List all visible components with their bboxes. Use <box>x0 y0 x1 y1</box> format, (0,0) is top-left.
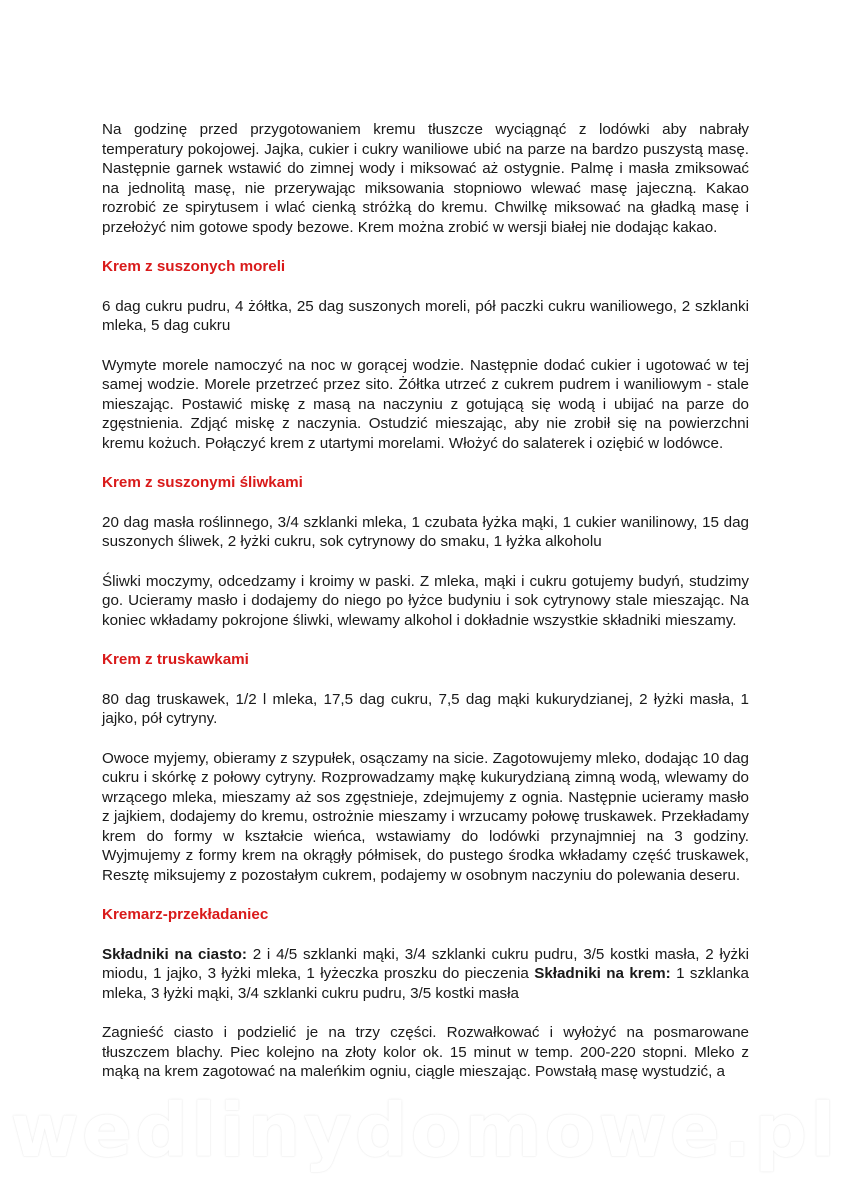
recipe-ingredients-strawberry: 80 dag truskawek, 1/2 l mleka, 17,5 dag cukru, 7,5 dag mąki kukurydzianej, 2 łyżki masła, 1 jajko, pół cytryny. <box>102 690 749 727</box>
recipe-method-apricot: Wymyte morele namoczyć na noc w gorącej wodzie. Następnie dodać cukier i ugotować w tej samej wodzie. Morele przetrzeć przez sito. Żółtka utrzeć z cukrem pudrem i waniliowym - stale mieszając. Postawić miskę z masą na naczyniu z gotującą się wodą i ubijać na parze do zgęstnienia. Zdjąć miskę z naczynia. Ostudzić mieszając, aby nie zrobił się na powierzchni kremu kożuch. Połączyć krem z utartymi morelami. Włożyć do salaterek i oziębić w lodówce. <box>102 356 749 452</box>
recipe-heading-strawberry: Krem z truskawkami <box>102 651 249 668</box>
recipe-method-kremarz: Zagnieść ciasto i podzielić je na trzy części. Rozwałkować i wyłożyć na posmarowane tłuszczem blachy. Piec kolejno na złoty kolor ok. 15 minut w temp. 200-220 stopni. Mleko z mąką na krem zagotować na maleńkim ogniu, ciągle mieszając. Powstałą masę wystudzić, a <box>102 1024 749 1080</box>
recipe-heading-kremarz: Kremarz-przekładaniec <box>102 906 269 923</box>
site-watermark: wedlinydomowe.pl <box>10 1088 839 1174</box>
recipe-ingredients-kremarz <box>102 945 749 1004</box>
cream-ingredients-text: 1 szklanka mleka, 3 łyżki mąki, 3/4 szklanki cukru pudru, 3/5 kostki masła <box>102 965 749 1002</box>
document-body <box>102 120 749 1102</box>
cream-ingredients-label: Składniki na krem: <box>534 965 671 982</box>
dough-ingredients-text: 2 i 4/5 szklanki mąki, 3/4 szklanki cukru pudru, 3/5 kostki masła, 2 łyżki miodu, 1 jajko, 3 łyżki mleka, 1 łyżeczka proszku do pieczenia <box>102 945 749 982</box>
recipe-method-strawberry: Owoce myjemy, obieramy z szypułek, osączamy na sicie. Zagotowujemy mleko, dodając 10 dag cukru i skórkę z połowy cytryny. Rozprowadzamy mąkę kukurydzianą zimną wodą, wlewamy do wrzącego mleka, mieszamy aż sos zgęstnieje, zdejmujemy z ognia. Następnie ucieramy masło z jajkiem, dodajemy do kremu, ostrożnie mieszamy i wrzucamy połowę truskawek. Przekładamy krem do formy w kształcie wieńca, wstawiamy do lodówki przynajmniej na 3 godziny. Wyjmujemy z formy krem na okrągły półmisek, do pustego środka wkładamy część truskawek, Resztę miksujemy z pozostałym cukrem, podajemy w osobnym naczyniu do polewania deseru. <box>102 749 749 884</box>
intro-paragraph: Na godzinę przed przygotowaniem kremu tłuszcze wyciągnąć z lodówki aby nabrały temperatury pokojowej. Jajka, cukier i cukry waniliowe ubić na parze na bardzo puszystą masę. Następnie garnek wstawić do zimnej wody i miksować aż ostygnie. Palmę i masła zmiksować na jednolitą masę, nie przerywając miksowania stopniowo wlewać masę jajeczną. Kakao rozrobić ze spirytusem i wlać cienką stróżką do kremu. Chwilkę miksować na gładką masę i przełożyć nim gotowe spody bezowe. Krem można zrobić w wersji białej nie dodając kakao. <box>102 121 749 236</box>
recipe-ingredients-plum: 20 dag masła roślinnego, 3/4 szklanki mleka, 1 czubata łyżka mąki, 1 cukier wanilinowy, 15 dag suszonych śliwek, 2 łyżki cukru, sok cytrynowy do smaku, 1 łyżka alkoholu <box>102 513 749 550</box>
dough-ingredients-label: Składniki na ciasto: <box>102 945 247 963</box>
recipe-method-plum: Śliwki moczymy, odcedzamy i kroimy w paski. Z mleka, mąki i cukru gotujemy budyń, studzimy go. Ucieramy masło i dodajemy do niego po łyżce budyniu i sok cytrynowy stale mieszając. Na koniec wkładamy pokrojone śliwki, wlewamy alkohol i dokładnie wszystkie składniki mieszamy. <box>102 572 749 629</box>
recipe-ingredients-apricot: 6 dag cukru pudru, 4 żółtka, 25 dag suszonych moreli, pół paczki cukru waniliowego, 2 szklanki mleka, 5 dag cukru <box>102 297 749 334</box>
recipe-heading-apricot: Krem z suszonych moreli <box>102 258 286 275</box>
recipe-heading-plum: Krem z suszonymi śliwkami <box>102 474 303 491</box>
